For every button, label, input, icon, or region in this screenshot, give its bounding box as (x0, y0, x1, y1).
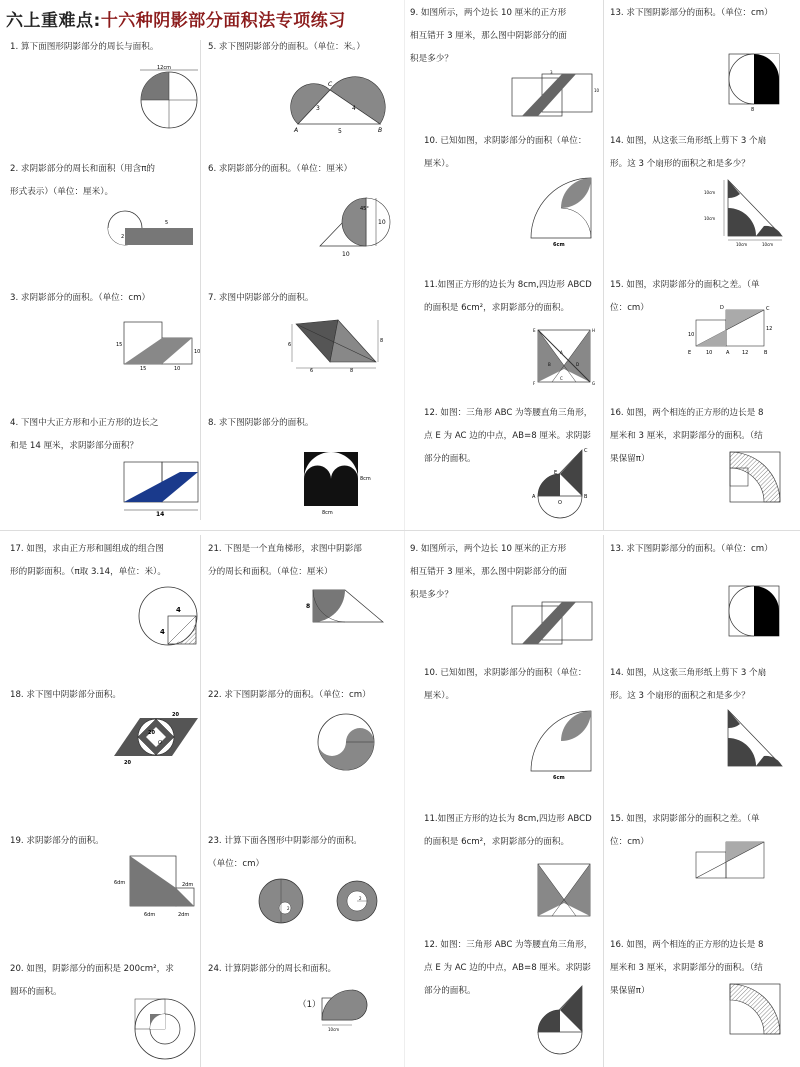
question-11-copy: 11.如图正方形的边长为 8cm,四边形 ABCD 的面积是 6cm²，求阴影部分的面积。 (424, 814, 592, 847)
svg-text:5: 5 (165, 220, 169, 226)
figure-10 (525, 172, 600, 248)
figure-21 (305, 586, 387, 626)
svg-text:G: G (592, 381, 596, 386)
question-12: 12. 如图：三角形 ABC 为等腰直角三角形， 点 E 为 AC 边的中点，AB=8 厘米。求阴影 部分的面积。 (424, 408, 593, 464)
svg-text:10cm: 10cm (704, 190, 716, 195)
svg-text:20: 20 (124, 760, 131, 766)
svg-text:F: F (533, 381, 536, 386)
svg-text:10: 10 (688, 332, 695, 338)
figure-6 (316, 188, 391, 258)
svg-text:H: H (592, 328, 596, 333)
figure-12 (530, 444, 602, 524)
svg-text:6cm: 6cm (553, 775, 565, 781)
figure-14 (698, 176, 788, 248)
svg-text:D: D (720, 305, 724, 311)
question-21: 21. 下图是一个直角梯形，求图中阴影部 分的周长和面积。（单位：厘米） (208, 544, 362, 577)
figure-12-copy (530, 980, 602, 1060)
svg-text:8: 8 (350, 368, 354, 374)
svg-text:O: O (158, 740, 162, 746)
question-2: 2. 求阴影部分的周长和面积（用含π的 形式表示）（单位：厘米）。 (10, 164, 156, 197)
figure-8 (300, 448, 380, 518)
svg-text:5: 5 (338, 128, 342, 135)
svg-text:8: 8 (380, 338, 384, 344)
question-15: 15. 如图，求阴影部分的面积之差。（单 位：cm） (610, 280, 760, 313)
svg-text:3: 3 (316, 105, 320, 112)
svg-text:C: C (766, 306, 770, 312)
question-8: 8. 求下图阴影部分的面积。 (208, 418, 314, 428)
svg-text:A: A (560, 350, 563, 355)
svg-text:10: 10 (174, 366, 181, 372)
svg-text:C: C (584, 448, 588, 454)
question-19: 19. 求阴影部分的面积。 (10, 836, 104, 846)
question-5: 5. 求下图阴影部分的面积。（单位：米。） (208, 42, 366, 52)
svg-text:2: 2 (287, 906, 290, 911)
page-title: 六上重难点:十六种阴影部分面积法专项练习 (6, 11, 346, 31)
svg-text:10cm: 10cm (736, 242, 748, 247)
figure-19 (112, 852, 200, 924)
svg-text:C: C (328, 81, 333, 88)
question-23: 23. 计算下面各图形中阴影部分的面积。 （单位：cm） (208, 836, 362, 869)
svg-text:2dm: 2dm (182, 882, 194, 888)
svg-text:D: D (576, 362, 580, 367)
svg-text:2dm: 2dm (178, 912, 190, 918)
svg-text:10cm: 10cm (762, 242, 774, 247)
svg-text:4: 4 (352, 105, 356, 112)
figure-15 (684, 304, 784, 360)
figure-13-copy (725, 582, 785, 644)
question-24-part-1: （1） (298, 1000, 321, 1010)
question-1: 1. 算下面图形阴影部分的周长与面积。 (10, 42, 159, 52)
question-17: 17. 如图，求由正方形和圆组成的组合图 形的阴影面积。（π取 3.14，单位：米）。 (10, 544, 166, 577)
question-24: 24. 计算阴影部分的周长和面积。 (208, 964, 337, 974)
svg-text:C: C (560, 376, 563, 381)
svg-text:8cm: 8cm (322, 510, 333, 516)
question-15-copy: 15. 如图，求阴影部分的面积之差。（单 位：cm） (610, 814, 760, 847)
figure-9-copy (508, 598, 603, 648)
svg-text:B: B (764, 350, 768, 356)
svg-text:20: 20 (148, 730, 155, 736)
question-10-copy: 10. 已知如图，求阴影部分的面积（单位： 厘米）。 (424, 668, 587, 701)
svg-text:15: 15 (140, 366, 147, 372)
svg-text:A: A (726, 350, 730, 356)
question-11: 11.如图正方形的边长为 8cm,四边形 ABCD 的面积是 6cm²，求阴影部分的面积。 (424, 280, 592, 313)
figure-22 (310, 710, 384, 774)
section-divider (0, 530, 800, 531)
svg-text:12: 12 (766, 326, 773, 332)
figure-10-copy (525, 705, 600, 781)
svg-text:4: 4 (160, 628, 165, 636)
svg-text:10cm: 10cm (328, 1027, 340, 1032)
svg-text:8cm: 8cm (360, 476, 371, 482)
svg-text:2: 2 (359, 896, 362, 901)
figure-11-copy (530, 858, 600, 920)
question-22: 22. 求下图阴影部分的面积。（单位：cm） (208, 690, 371, 700)
figure-9 (508, 70, 603, 120)
svg-text:6: 6 (310, 368, 314, 374)
question-3: 3. 求阴影部分的面积。（单位：cm） (10, 293, 151, 303)
svg-text:14: 14 (156, 511, 165, 518)
svg-text:B: B (378, 127, 383, 134)
figure-24 (318, 982, 384, 1032)
question-7: 7. 求图中阴影部分的面积。 (208, 293, 314, 303)
svg-text:10: 10 (378, 219, 386, 226)
column-divider (603, 0, 604, 530)
question-9-copy: 9. 如图所示，两个边长 10 厘米的正方形 相互错开 3 厘米，那么图中阴影部分的面 积是多少？ (410, 544, 568, 600)
figure-14-copy (698, 706, 788, 778)
figure-23 (255, 876, 385, 926)
svg-text:10: 10 (706, 350, 713, 356)
svg-text:B: B (584, 494, 588, 500)
figure-4 (120, 458, 202, 518)
figure-17 (136, 582, 202, 654)
svg-text:8: 8 (751, 107, 755, 113)
figure-3 (110, 318, 202, 373)
column-divider (603, 535, 604, 1067)
column-divider (404, 0, 405, 1067)
svg-text:E: E (688, 350, 692, 356)
svg-text:10: 10 (342, 251, 350, 258)
svg-text:6cm: 6cm (553, 242, 565, 248)
question-16: 16. 如图，两个相连的正方形的边长是 8 厘米和 3 厘米，求阴影部分的面积。（结 果保留π） (610, 408, 764, 464)
svg-text:8: 8 (306, 603, 311, 610)
figure-2 (105, 208, 200, 248)
svg-text:2: 2 (121, 234, 125, 240)
question-14-copy: 14. 如图，从这张三角形纸上剪下 3 个扇 形。这 3 个扇形的面积之和是多少？ (610, 668, 767, 701)
svg-text:10: 10 (194, 349, 201, 355)
question-20: 20. 如图，阴影部分的面积是 200cm²，求 圆环的面积。 (10, 964, 174, 997)
figure-11 (530, 324, 600, 386)
svg-text:10: 10 (594, 88, 600, 93)
question-13: 13. 求下图阴影部分的面积。（单位：cm） (610, 8, 773, 18)
figure-16-copy (726, 980, 788, 1046)
question-4: 4. 下图中大正方形和小正方形的边长之 和是 14 厘米，求阴影部分面积？ (10, 418, 159, 451)
svg-text:A: A (294, 127, 299, 134)
question-10: 10. 已知如图，求阴影部分的面积（单位： 厘米）。 (424, 136, 587, 169)
question-12-copy: 12. 如图：三角形 ABC 为等腰直角三角形， 点 E 为 AC 边的中点，AB=8 厘米。求阴影 部分的面积。 (424, 940, 593, 996)
figure-7 (290, 312, 385, 372)
svg-text:10cm: 10cm (704, 216, 716, 221)
question-6: 6. 求阴影部分的面积。（单位：厘米） (208, 164, 353, 174)
question-16-copy: 16. 如图，两个相连的正方形的边长是 8 厘米和 3 厘米，求阴影部分的面积。（结 果保留π） (610, 940, 764, 996)
figure-5 (290, 76, 390, 138)
svg-text:3: 3 (550, 70, 553, 75)
svg-text:E: E (554, 470, 558, 476)
question-18: 18. 求下图中阴影部分面积。 (10, 690, 121, 700)
svg-text:6: 6 (288, 342, 292, 348)
figure-15-copy (684, 836, 784, 892)
figure-1 (135, 66, 205, 128)
svg-text:45°: 45° (360, 206, 369, 212)
figure-18 (110, 708, 202, 770)
figure-13 (725, 50, 785, 112)
svg-text:12: 12 (742, 350, 749, 356)
svg-text:12cm: 12cm (157, 65, 171, 71)
svg-text:B: B (548, 362, 551, 367)
question-9: 9. 如图所示，两个边长 10 厘米的正方形 相互错开 3 厘米，那么图中阴影部分的面 积是多少？ (410, 8, 568, 64)
svg-text:20: 20 (172, 712, 179, 718)
figure-20 (132, 996, 198, 1062)
svg-text:O: O (558, 500, 562, 506)
svg-text:4: 4 (176, 606, 181, 614)
svg-text:15: 15 (116, 342, 123, 348)
question-13-copy: 13. 求下图阴影部分的面积。（单位：cm） (610, 544, 773, 554)
svg-text:E: E (533, 328, 536, 333)
figure-16 (726, 448, 788, 514)
svg-text:A: A (532, 494, 536, 500)
svg-text:6dm: 6dm (114, 880, 126, 886)
svg-text:6dm: 6dm (144, 912, 156, 918)
question-14: 14. 如图，从这张三角形纸上剪下 3 个扇 形。这 3 个扇形的面积之和是多少？ (610, 136, 767, 169)
